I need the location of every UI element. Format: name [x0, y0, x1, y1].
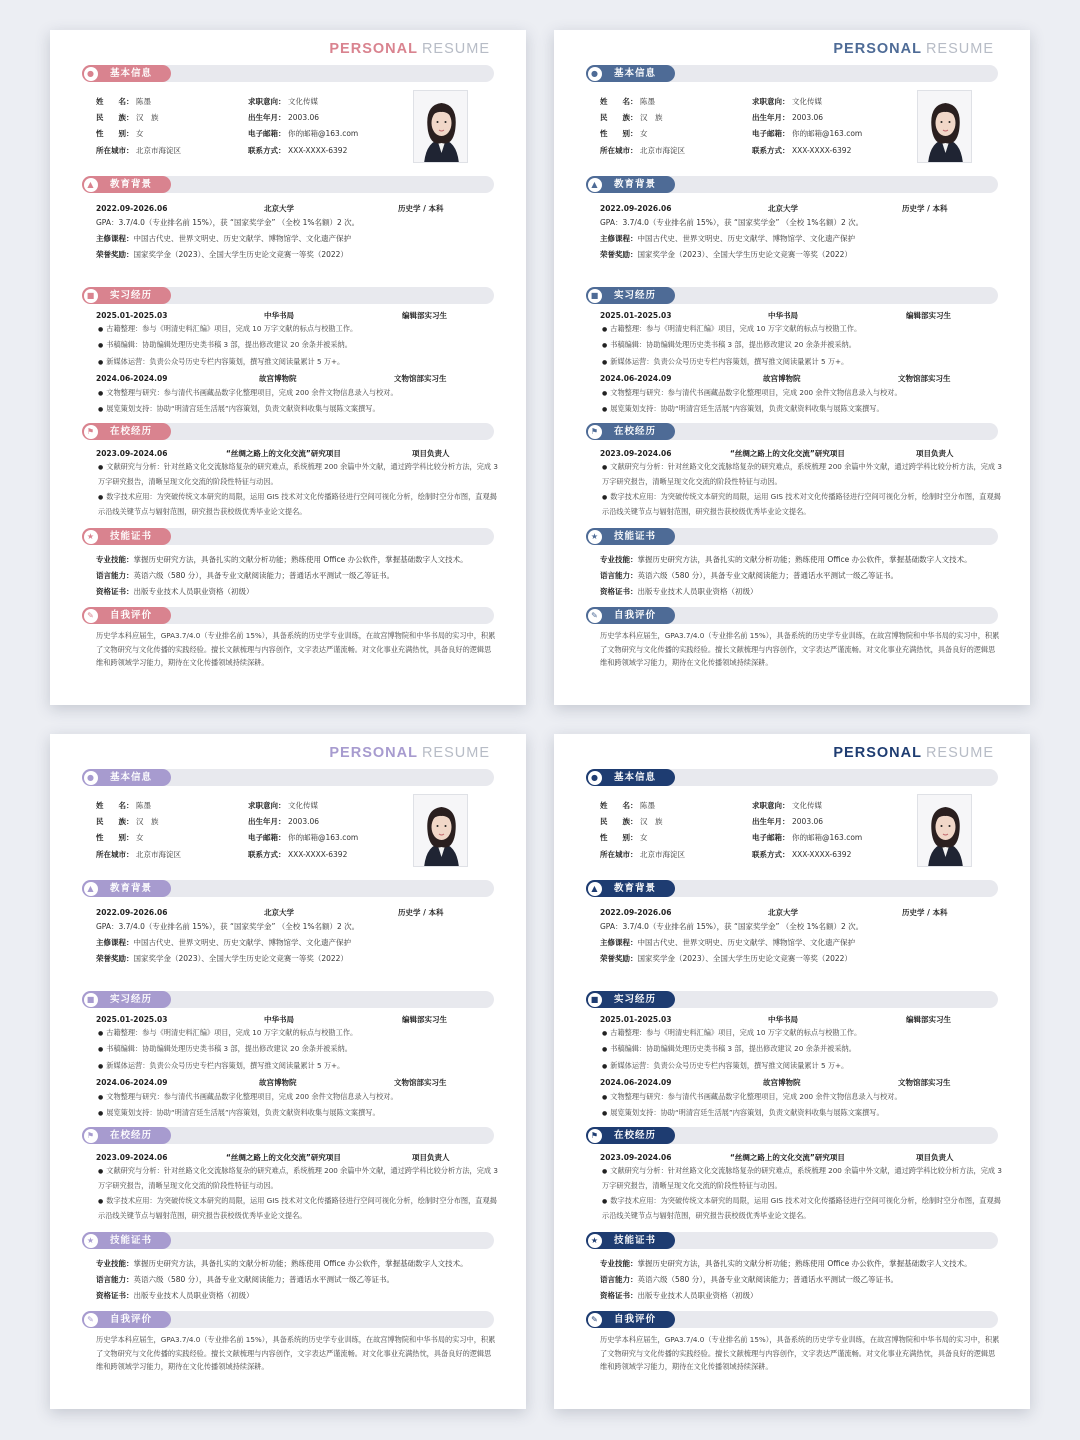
field-nation: 民 族： 汉 族: [96, 817, 159, 826]
edu-school: 北京大学: [768, 908, 798, 917]
field-intent: 求职意向： 文化传媒: [248, 801, 318, 810]
list-item: ● 展览策划支持：协助“明清宫廷生活展”内容策划，负责文献资料收集与展陈文案撰写。: [602, 402, 1002, 417]
document-icon: ✎: [84, 609, 98, 623]
edu-courses: 主修课程：中国古代史、世界文明史、历史文献学、博物馆学、文化遗产保护: [600, 234, 855, 243]
briefcase-icon: ■: [84, 993, 98, 1007]
list-item: ● 数字技术应用：为突破传统文本研究的局限，运用 GIS 技术对文化传播路径进行空间可视化分析，绘制时空分布图，直观揭示沿线关键节点与辐射范围，研究报告获校级优秀毕业论文提名。: [602, 1194, 1002, 1222]
skills-lang: 语言能力：英语六级（580 分），具备专业文献阅读能力；普通话水平测试一级乙等证书。: [96, 1275, 394, 1284]
building-icon: ⚑: [84, 425, 98, 439]
field-phone: 联系方式： XXX-XXXX-6392: [248, 146, 348, 155]
field-birth: 出生年月： 2003.06: [248, 113, 320, 122]
resume-page-3: PERSONAL RESUME ● 基本信息 姓 名： 陈墨 民 族： 汉 族 性 别： 女 所在城市： 北京市海淀区 求职意向： 文化传媒 出生年月： 2003.06 电子邮箱： 你的邮箱@163.com 联系方式： XXX-XXXX-6392 ▲ 教育背景 2022.09-2026.06 北京大学 历史学 / 本科 GPA：3.7/4.0（专业排名前 15%），获 “国家奖学金” （全校 1%名额）2 次。 主修课程：中国古代史、世界文明史、历史文献学、博物馆学、文化遗产保护 荣誉奖励：国家奖学金（2023）、全国大学生历史论文竞赛一等奖（2022） ■ 实习经历 2025.01-2025.03 中华书局 编辑部实习生 ● 古籍整理：参与《明清史料汇编》项目，完成 10 万字文献的标点与校勘工作。 ● 书稿编辑：协助编辑处理历史类书稿 3 部，提出修改建议 20 余条并被采纳。 ● 新媒体运营：负责公众号历史专栏内容策划，撰写推文阅读量累计 5 万+。 2024.06-2024.09 故宫博物院 文物馆部实习生 ● 文物整理与研究：参与清代书画藏品数字化整理项目，完成 200 余件文物信息录入与校对。 ● 展览策划支持：协助“明清宫廷生活展”内容策划，负责文献资料收集与展陈文案撰写。 ⚑ 在校经历 2023.09-2024.06 “丝绸之路上的文化交流”研究项目 项目负责人 ● 文献研究与分析：针对丝路文化交流脉络复杂的研究难点，系统梳理 200 余篇中外文献，通过跨学科比较分析方法，完成 3 万字研究报告，清晰呈现文化交流的阶段性特征与动因。 ● 数字技术应用：为突破传统文本研究的局限，运用 GIS 技术对文化传播路径进行空间可视化分析，绘制时空分布图，直观揭示沿线关键节点与辐射范围，研究报告获校级优秀毕业论文提名。 ★ 技能证书 专业技能：掌握历史研究方法，具备扎实的文献分析功能；熟练使用 Office 办公软件，掌握基础数字人文技术。 语言能力：英语六级（580 分），具备专业文献阅读能力；普通话水平测试一级乙等证书。 资格证书：出版专业技术人员职业资格（初级） ✎ 自我评价 历史学本科应届生，GPA3.7/4.0（专业排名前 15%），具备系统的历史学专业训练，在故宫博物院和中华书局的实习中，积累了文物研究与文化传播的实践经验。擅长文献梳理与内容创作，文字表达严谨流畅。对文化事业充满热忱，具备良好的逻辑思维和跨领域学习能力，期待在文化传播领域持续深耕。: [50, 734, 526, 1409]
document-icon: ✎: [588, 609, 602, 623]
edu-courses: 主修课程：中国古代史、世界文明史、历史文献学、博物馆学、文化遗产保护: [600, 938, 855, 947]
section-header-education: ▲ 教育背景: [82, 176, 171, 193]
list-item: ● 古籍整理：参与《明清史料汇编》项目，完成 10 万字文献的标点与校勘工作。: [602, 322, 1002, 337]
section-header-basic: ● 基本信息: [82, 65, 171, 82]
skills-lang: 语言能力：英语六级（580 分），具备专业文献阅读能力；普通话水平测试一级乙等证书。: [600, 571, 898, 580]
document-icon: ✎: [588, 1313, 602, 1327]
edu-courses: 主修课程：中国古代史、世界文明史、历史文献学、博物馆学、文化遗产保护: [96, 234, 351, 243]
section-header-internship: ■ 实习经历: [586, 991, 675, 1008]
document-icon: ✎: [84, 1313, 98, 1327]
skills-pro: 专业技能：掌握历史研究方法，具备扎实的文献分析功能；熟练使用 Office 办公软件，掌握基础数字人文技术。: [96, 555, 468, 564]
section-header-campus: ⚑ 在校经历: [82, 1127, 171, 1144]
portrait-photo: [917, 90, 972, 163]
list-item: ● 展览策划支持：协助“明清宫廷生活展”内容策划，负责文献资料收集与展陈文案撰写。: [98, 1106, 498, 1121]
list-item: ● 文献研究与分析：针对丝路文化交流脉络复杂的研究难点，系统梳理 200 余篇中外文献，通过跨学科比较分析方法，完成 3 万字研究报告，清晰呈现文化交流的阶段性特征与动因。: [98, 1164, 498, 1192]
section-header-skills: ★ 技能证书: [586, 1232, 675, 1249]
person-icon: ●: [84, 771, 98, 785]
field-name: 姓 名： 陈墨: [600, 97, 655, 106]
section-header-internship: ■ 实习经历: [82, 991, 171, 1008]
portrait-photo: [413, 90, 468, 163]
skills-pro: 专业技能：掌握历史研究方法，具备扎实的文献分析功能；熟练使用 Office 办公软件，掌握基础数字人文技术。: [600, 555, 972, 564]
section-header-skills: ★ 技能证书: [82, 528, 171, 545]
list-item: ● 书稿编辑：协助编辑处理历史类书稿 3 部，提出修改建议 20 余条并被采纳。: [602, 338, 1002, 353]
resume-title: PERSONAL RESUME: [329, 745, 490, 761]
portrait-photo: [917, 794, 972, 867]
certificate-icon: ★: [588, 1234, 602, 1248]
edu-school: 北京大学: [264, 908, 294, 917]
list-item: ● 数字技术应用：为突破传统文本研究的局限，运用 GIS 技术对文化传播路径进行空间可视化分析，绘制时空分布图，直观揭示沿线关键节点与辐射范围，研究报告获校级优秀毕业论文提名。: [98, 1194, 498, 1222]
field-email: 电子邮箱： 你的邮箱@163.com: [752, 129, 863, 138]
edu-date: 2022.09-2026.06: [96, 204, 168, 213]
edu-date: 2022.09-2026.06: [96, 908, 168, 917]
self-evaluation: 历史学本科应届生，GPA3.7/4.0（专业排名前 15%），具备系统的历史学专业训练，在故宫博物院和中华书局的实习中，积累了文物研究与文化传播的实践经验。擅长文献梳理与内容创作，文字表达严谨流畅。对文化事业充满热忱，具备良好的逻辑思维和跨领域学习能力，期待在文化传播领域持续深耕。: [96, 1335, 496, 1372]
edu-gpa: GPA：3.7/4.0（专业排名前 15%），获 “国家奖学金” （全校 1%名额）2 次。: [96, 922, 360, 931]
list-item: ● 展览策划支持：协助“明清宫廷生活展”内容策划，负责文献资料收集与展陈文案撰写。: [602, 1106, 1002, 1121]
building-icon: ⚑: [588, 425, 602, 439]
field-name: 姓 名： 陈墨: [96, 97, 151, 106]
list-item: ● 书稿编辑：协助编辑处理历史类书稿 3 部，提出修改建议 20 余条并被采纳。: [98, 1042, 498, 1057]
field-nation: 民 族： 汉 族: [600, 113, 663, 122]
skills-lang: 语言能力：英语六级（580 分），具备专业文献阅读能力；普通话水平测试一级乙等证书。: [600, 1275, 898, 1284]
field-city: 所在城市： 北京市海淀区: [600, 146, 685, 155]
list-item: ● 文物整理与研究：参与清代书画藏品数字化整理项目，完成 200 余件文物信息录入与校对。: [602, 386, 1002, 401]
section-header-campus: ⚑ 在校经历: [82, 423, 171, 440]
briefcase-icon: ■: [588, 289, 602, 303]
edu-courses: 主修课程：中国古代史、世界文明史、历史文献学、博物馆学、文化遗产保护: [96, 938, 351, 947]
field-intent: 求职意向： 文化传媒: [752, 97, 822, 106]
list-item: ● 文物整理与研究：参与清代书画藏品数字化整理项目，完成 200 余件文物信息录入与校对。: [602, 1090, 1002, 1105]
list-item: ● 古籍整理：参与《明清史料汇编》项目，完成 10 万字文献的标点与校勘工作。: [98, 322, 498, 337]
section-header-internship: ■ 实习经历: [586, 287, 675, 304]
resume-page-2: PERSONAL RESUME ● 基本信息 姓 名： 陈墨 民 族： 汉 族 性 别： 女 所在城市： 北京市海淀区 求职意向： 文化传媒 出生年月： 2003.06 电子邮箱： 你的邮箱@163.com 联系方式： XXX-XXXX-6392 ▲ 教育背景 2022.09-2026.06 北京大学 历史学 / 本科 GPA：3.7/4.0（专业排名前 15%），获 “国家奖学金” （全校 1%名额）2 次。 主修课程：中国古代史、世界文明史、历史文献学、博物馆学、文化遗产保护 荣誉奖励：国家奖学金（2023）、全国大学生历史论文竞赛一等奖（2022） ■ 实习经历 2025.01-2025.03 中华书局 编辑部实习生 ● 古籍整理：参与《明清史料汇编》项目，完成 10 万字文献的标点与校勘工作。 ● 书稿编辑：协助编辑处理历史类书稿 3 部，提出修改建议 20 余条并被采纳。 ● 新媒体运营：负责公众号历史专栏内容策划，撰写推文阅读量累计 5 万+。 2024.06-2024.09 故宫博物院 文物馆部实习生 ● 文物整理与研究：参与清代书画藏品数字化整理项目，完成 200 余件文物信息录入与校对。 ● 展览策划支持：协助“明清宫廷生活展”内容策划，负责文献资料收集与展陈文案撰写。 ⚑ 在校经历 2023.09-2024.06 “丝绸之路上的文化交流”研究项目 项目负责人 ● 文献研究与分析：针对丝路文化交流脉络复杂的研究难点，系统梳理 200 余篇中外文献，通过跨学科比较分析方法，完成 3 万字研究报告，清晰呈现文化交流的阶段性特征与动因。 ● 数字技术应用：为突破传统文本研究的局限，运用 GIS 技术对文化传播路径进行空间可视化分析，绘制时空分布图，直观揭示沿线关键节点与辐射范围，研究报告获校级优秀毕业论文提名。 ★ 技能证书 专业技能：掌握历史研究方法，具备扎实的文献分析功能；熟练使用 Office 办公软件，掌握基础数字人文技术。 语言能力：英语六级（580 分），具备专业文献阅读能力；普通话水平测试一级乙等证书。 资格证书：出版专业技术人员职业资格（初级） ✎ 自我评价 历史学本科应届生，GPA3.7/4.0（专业排名前 15%），具备系统的历史学专业训练，在故宫博物院和中华书局的实习中，积累了文物研究与文化传播的实践经验。擅长文献梳理与内容创作，文字表达严谨流畅。对文化事业充满热忱，具备良好的逻辑思维和跨领域学习能力，期待在文化传播领域持续深耕。: [554, 30, 1030, 705]
list-item: ● 文物整理与研究：参与清代书画藏品数字化整理项目，完成 200 余件文物信息录入与校对。: [98, 1090, 498, 1105]
list-item: ● 文物整理与研究：参与清代书画藏品数字化整理项目，完成 200 余件文物信息录入与校对。: [98, 386, 498, 401]
portrait-photo: [413, 794, 468, 867]
field-city: 所在城市： 北京市海淀区: [96, 850, 181, 859]
field-nation: 民 族： 汉 族: [96, 113, 159, 122]
resume-title: PERSONAL RESUME: [833, 41, 994, 57]
list-item: ● 新媒体运营：负责公众号历史专栏内容策划，撰写推文阅读量累计 5 万+。: [98, 1059, 498, 1074]
section-header-basic: ● 基本信息: [586, 769, 675, 786]
section-header-basic: ● 基本信息: [82, 769, 171, 786]
edu-awards: 荣誉奖励：国家奖学金（2023）、全国大学生历史论文竞赛一等奖（2022）: [96, 250, 348, 259]
skills-pro: 专业技能：掌握历史研究方法，具备扎实的文献分析功能；熟练使用 Office 办公软件，掌握基础数字人文技术。: [600, 1259, 972, 1268]
section-header-self: ✎ 自我评价: [82, 1311, 171, 1328]
section-header-internship: ■ 实习经历: [82, 287, 171, 304]
person-icon: ●: [84, 67, 98, 81]
edu-major: 历史学 / 本科: [398, 204, 444, 213]
field-intent: 求职意向： 文化传媒: [752, 801, 822, 810]
graduation-cap-icon: ▲: [84, 882, 98, 896]
field-phone: 联系方式： XXX-XXXX-6392: [248, 850, 348, 859]
field-gender: 性 别： 女: [600, 129, 648, 138]
section-header-basic: ● 基本信息: [586, 65, 675, 82]
edu-awards: 荣誉奖励：国家奖学金（2023）、全国大学生历史论文竞赛一等奖（2022）: [600, 954, 852, 963]
field-gender: 性 别： 女: [96, 833, 144, 842]
field-gender: 性 别： 女: [96, 129, 144, 138]
skills-pro: 专业技能：掌握历史研究方法，具备扎实的文献分析功能；熟练使用 Office 办公软件，掌握基础数字人文技术。: [96, 1259, 468, 1268]
skills-cert: 资格证书：出版专业技术人员职业资格（初级）: [600, 1291, 758, 1300]
field-name: 姓 名： 陈墨: [96, 801, 151, 810]
graduation-cap-icon: ▲: [588, 178, 602, 192]
field-phone: 联系方式： XXX-XXXX-6392: [752, 146, 852, 155]
field-email: 电子邮箱： 你的邮箱@163.com: [752, 833, 863, 842]
field-birth: 出生年月： 2003.06: [752, 113, 824, 122]
briefcase-icon: ■: [588, 993, 602, 1007]
edu-major: 历史学 / 本科: [398, 908, 444, 917]
self-evaluation: 历史学本科应届生，GPA3.7/4.0（专业排名前 15%），具备系统的历史学专业训练，在故宫博物院和中华书局的实习中，积累了文物研究与文化传播的实践经验。擅长文献梳理与内容创作，文字表达严谨流畅。对文化事业充满热忱，具备良好的逻辑思维和跨领域学习能力，期待在文化传播领域持续深耕。: [600, 1335, 1000, 1372]
graduation-cap-icon: ▲: [84, 178, 98, 192]
edu-school: 北京大学: [768, 204, 798, 213]
person-icon: ●: [588, 771, 602, 785]
resume-title: PERSONAL RESUME: [329, 41, 490, 57]
field-intent: 求职意向： 文化传媒: [248, 97, 318, 106]
field-city: 所在城市： 北京市海淀区: [96, 146, 181, 155]
skills-cert: 资格证书：出版专业技术人员职业资格（初级）: [96, 1291, 254, 1300]
self-evaluation: 历史学本科应届生，GPA3.7/4.0（专业排名前 15%），具备系统的历史学专业训练，在故宫博物院和中华书局的实习中，积累了文物研究与文化传播的实践经验。擅长文献梳理与内容创作，文字表达严谨流畅。对文化事业充满热忱，具备良好的逻辑思维和跨领域学习能力，期待在文化传播领域持续深耕。: [600, 631, 1000, 668]
section-header-skills: ★ 技能证书: [82, 1232, 171, 1249]
list-item: ● 数字技术应用：为突破传统文本研究的局限，运用 GIS 技术对文化传播路径进行空间可视化分析，绘制时空分布图，直观揭示沿线关键节点与辐射范围，研究报告获校级优秀毕业论文提名。: [98, 490, 498, 518]
resume-page-1: PERSONAL RESUME ● 基本信息 姓 名： 陈墨 民 族： 汉 族 性 别： 女 所在城市： 北京市海淀区 求职意向： 文化传媒 出生年月： 2003.06 电子邮箱： 你的邮箱@163.com 联系方式： XXX-XXXX-6392 ▲ 教育背景 2022.09-2026.06 北京大学 历史学 / 本科 GPA：3.7/4.0（专业排名前 15%），获 “国家奖学金” （全校 1%名额）2 次。 主修课程：中国古代史、世界文明史、历史文献学、博物馆学、文化遗产保护 荣誉奖励：国家奖学金（2023）、全国大学生历史论文竞赛一等奖（2022） ■ 实习经历 2025.01-2025.03 中华书局 编辑部实习生 ● 古籍整理：参与《明清史料汇编》项目，完成 10 万字文献的标点与校勘工作。 ● 书稿编辑：协助编辑处理历史类书稿 3 部，提出修改建议 20 余条并被采纳。 ● 新媒体运营：负责公众号历史专栏内容策划，撰写推文阅读量累计 5 万+。 2024.06-2024.09 故宫博物院 文物馆部实习生 ● 文物整理与研究：参与清代书画藏品数字化整理项目，完成 200 余件文物信息录入与校对。 ● 展览策划支持：协助“明清宫廷生活展”内容策划，负责文献资料收集与展陈文案撰写。 ⚑ 在校经历 2023.09-2024.06 “丝绸之路上的文化交流”研究项目 项目负责人 ● 文献研究与分析：针对丝路文化交流脉络复杂的研究难点，系统梳理 200 余篇中外文献，通过跨学科比较分析方法，完成 3 万字研究报告，清晰呈现文化交流的阶段性特征与动因。 ● 数字技术应用：为突破传统文本研究的局限，运用 GIS 技术对文化传播路径进行空间可视化分析，绘制时空分布图，直观揭示沿线关键节点与辐射范围，研究报告获校级优秀毕业论文提名。 ★ 技能证书 专业技能：掌握历史研究方法，具备扎实的文献分析功能；熟练使用 Office 办公软件，掌握基础数字人文技术。 语言能力：英语六级（580 分），具备专业文献阅读能力；普通话水平测试一级乙等证书。 资格证书：出版专业技术人员职业资格（初级） ✎ 自我评价 历史学本科应届生，GPA3.7/4.0（专业排名前 15%），具备系统的历史学专业训练，在故宫博物院和中华书局的实习中，积累了文物研究与文化传播的实践经验。擅长文献梳理与内容创作，文字表达严谨流畅。对文化事业充满热忱，具备良好的逻辑思维和跨领域学习能力，期待在文化传播领域持续深耕。: [50, 30, 526, 705]
edu-major: 历史学 / 本科: [902, 204, 948, 213]
edu-school: 北京大学: [264, 204, 294, 213]
certificate-icon: ★: [84, 530, 98, 544]
list-item: ● 古籍整理：参与《明清史料汇编》项目，完成 10 万字文献的标点与校勘工作。: [98, 1026, 498, 1041]
list-item: ● 文献研究与分析：针对丝路文化交流脉络复杂的研究难点，系统梳理 200 余篇中外文献，通过跨学科比较分析方法，完成 3 万字研究报告，清晰呈现文化交流的阶段性特征与动因。: [98, 460, 498, 488]
resume-title: PERSONAL RESUME: [833, 745, 994, 761]
building-icon: ⚑: [84, 1129, 98, 1143]
section-header-self: ✎ 自我评价: [82, 607, 171, 624]
skills-cert: 资格证书：出版专业技术人员职业资格（初级）: [96, 587, 254, 596]
graduation-cap-icon: ▲: [588, 882, 602, 896]
skills-lang: 语言能力：英语六级（580 分），具备专业文献阅读能力；普通话水平测试一级乙等证书。: [96, 571, 394, 580]
list-item: ● 展览策划支持：协助“明清宫廷生活展”内容策划，负责文献资料收集与展陈文案撰写。: [98, 402, 498, 417]
section-header-skills: ★ 技能证书: [586, 528, 675, 545]
field-birth: 出生年月： 2003.06: [248, 817, 320, 826]
field-city: 所在城市： 北京市海淀区: [600, 850, 685, 859]
field-email: 电子邮箱： 你的邮箱@163.com: [248, 833, 359, 842]
field-birth: 出生年月： 2003.06: [752, 817, 824, 826]
edu-gpa: GPA：3.7/4.0（专业排名前 15%），获 “国家奖学金” （全校 1%名额）2 次。: [96, 218, 360, 227]
list-item: ● 书稿编辑：协助编辑处理历史类书稿 3 部，提出修改建议 20 余条并被采纳。: [602, 1042, 1002, 1057]
field-phone: 联系方式： XXX-XXXX-6392: [752, 850, 852, 859]
list-item: ● 新媒体运营：负责公众号历史专栏内容策划，撰写推文阅读量累计 5 万+。: [602, 355, 1002, 370]
list-item: ● 古籍整理：参与《明清史料汇编》项目，完成 10 万字文献的标点与校勘工作。: [602, 1026, 1002, 1041]
list-item: ● 数字技术应用：为突破传统文本研究的局限，运用 GIS 技术对文化传播路径进行空间可视化分析，绘制时空分布图，直观揭示沿线关键节点与辐射范围，研究报告获校级优秀毕业论文提名。: [602, 490, 1002, 518]
person-icon: ●: [588, 67, 602, 81]
field-email: 电子邮箱： 你的邮箱@163.com: [248, 129, 359, 138]
edu-date: 2022.09-2026.06: [600, 908, 672, 917]
list-item: ● 文献研究与分析：针对丝路文化交流脉络复杂的研究难点，系统梳理 200 余篇中外文献，通过跨学科比较分析方法，完成 3 万字研究报告，清晰呈现文化交流的阶段性特征与动因。: [602, 1164, 1002, 1192]
edu-date: 2022.09-2026.06: [600, 204, 672, 213]
list-item: ● 文献研究与分析：针对丝路文化交流脉络复杂的研究难点，系统梳理 200 余篇中外文献，通过跨学科比较分析方法，完成 3 万字研究报告，清晰呈现文化交流的阶段性特征与动因。: [602, 460, 1002, 488]
building-icon: ⚑: [588, 1129, 602, 1143]
list-item: ● 新媒体运营：负责公众号历史专栏内容策划，撰写推文阅读量累计 5 万+。: [98, 355, 498, 370]
section-header-education: ▲ 教育背景: [82, 880, 171, 897]
section-header-campus: ⚑ 在校经历: [586, 423, 675, 440]
edu-gpa: GPA：3.7/4.0（专业排名前 15%），获 “国家奖学金” （全校 1%名额）2 次。: [600, 922, 864, 931]
section-header-education: ▲ 教育背景: [586, 176, 675, 193]
edu-major: 历史学 / 本科: [902, 908, 948, 917]
edu-awards: 荣誉奖励：国家奖学金（2023）、全国大学生历史论文竞赛一等奖（2022）: [600, 250, 852, 259]
list-item: ● 新媒体运营：负责公众号历史专栏内容策划，撰写推文阅读量累计 5 万+。: [602, 1059, 1002, 1074]
briefcase-icon: ■: [84, 289, 98, 303]
section-header-self: ✎ 自我评价: [586, 607, 675, 624]
section-header-education: ▲ 教育背景: [586, 880, 675, 897]
section-header-campus: ⚑ 在校经历: [586, 1127, 675, 1144]
field-name: 姓 名： 陈墨: [600, 801, 655, 810]
section-header-self: ✎ 自我评价: [586, 1311, 675, 1328]
self-evaluation: 历史学本科应届生，GPA3.7/4.0（专业排名前 15%），具备系统的历史学专业训练，在故宫博物院和中华书局的实习中，积累了文物研究与文化传播的实践经验。擅长文献梳理与内容创作，文字表达严谨流畅。对文化事业充满热忱，具备良好的逻辑思维和跨领域学习能力，期待在文化传播领域持续深耕。: [96, 631, 496, 668]
certificate-icon: ★: [588, 530, 602, 544]
skills-cert: 资格证书：出版专业技术人员职业资格（初级）: [600, 587, 758, 596]
field-gender: 性 别： 女: [600, 833, 648, 842]
resume-page-4: PERSONAL RESUME ● 基本信息 姓 名： 陈墨 民 族： 汉 族 性 别： 女 所在城市： 北京市海淀区 求职意向： 文化传媒 出生年月： 2003.06 电子邮箱： 你的邮箱@163.com 联系方式： XXX-XXXX-6392 ▲ 教育背景 2022.09-2026.06 北京大学 历史学 / 本科 GPA：3.7/4.0（专业排名前 15%），获 “国家奖学金” （全校 1%名额）2 次。 主修课程：中国古代史、世界文明史、历史文献学、博物馆学、文化遗产保护 荣誉奖励：国家奖学金（2023）、全国大学生历史论文竞赛一等奖（2022） ■ 实习经历 2025.01-2025.03 中华书局 编辑部实习生 ● 古籍整理：参与《明清史料汇编》项目，完成 10 万字文献的标点与校勘工作。 ● 书稿编辑：协助编辑处理历史类书稿 3 部，提出修改建议 20 余条并被采纳。 ● 新媒体运营：负责公众号历史专栏内容策划，撰写推文阅读量累计 5 万+。 2024.06-2024.09 故宫博物院 文物馆部实习生 ● 文物整理与研究：参与清代书画藏品数字化整理项目，完成 200 余件文物信息录入与校对。 ● 展览策划支持：协助“明清宫廷生活展”内容策划，负责文献资料收集与展陈文案撰写。 ⚑ 在校经历 2023.09-2024.06 “丝绸之路上的文化交流”研究项目 项目负责人 ● 文献研究与分析：针对丝路文化交流脉络复杂的研究难点，系统梳理 200 余篇中外文献，通过跨学科比较分析方法，完成 3 万字研究报告，清晰呈现文化交流的阶段性特征与动因。 ● 数字技术应用：为突破传统文本研究的局限，运用 GIS 技术对文化传播路径进行空间可视化分析，绘制时空分布图，直观揭示沿线关键节点与辐射范围，研究报告获校级优秀毕业论文提名。 ★ 技能证书 专业技能：掌握历史研究方法，具备扎实的文献分析功能；熟练使用 Office 办公软件，掌握基础数字人文技术。 语言能力：英语六级（580 分），具备专业文献阅读能力；普通话水平测试一级乙等证书。 资格证书：出版专业技术人员职业资格（初级） ✎ 自我评价 历史学本科应届生，GPA3.7/4.0（专业排名前 15%），具备系统的历史学专业训练，在故宫博物院和中华书局的实习中，积累了文物研究与文化传播的实践经验。擅长文献梳理与内容创作，文字表达严谨流畅。对文化事业充满热忱，具备良好的逻辑思维和跨领域学习能力，期待在文化传播领域持续深耕。: [554, 734, 1030, 1409]
edu-awards: 荣誉奖励：国家奖学金（2023）、全国大学生历史论文竞赛一等奖（2022）: [96, 954, 348, 963]
certificate-icon: ★: [84, 1234, 98, 1248]
edu-gpa: GPA：3.7/4.0（专业排名前 15%），获 “国家奖学金” （全校 1%名额）2 次。: [600, 218, 864, 227]
list-item: ● 书稿编辑：协助编辑处理历史类书稿 3 部，提出修改建议 20 余条并被采纳。: [98, 338, 498, 353]
field-nation: 民 族： 汉 族: [600, 817, 663, 826]
